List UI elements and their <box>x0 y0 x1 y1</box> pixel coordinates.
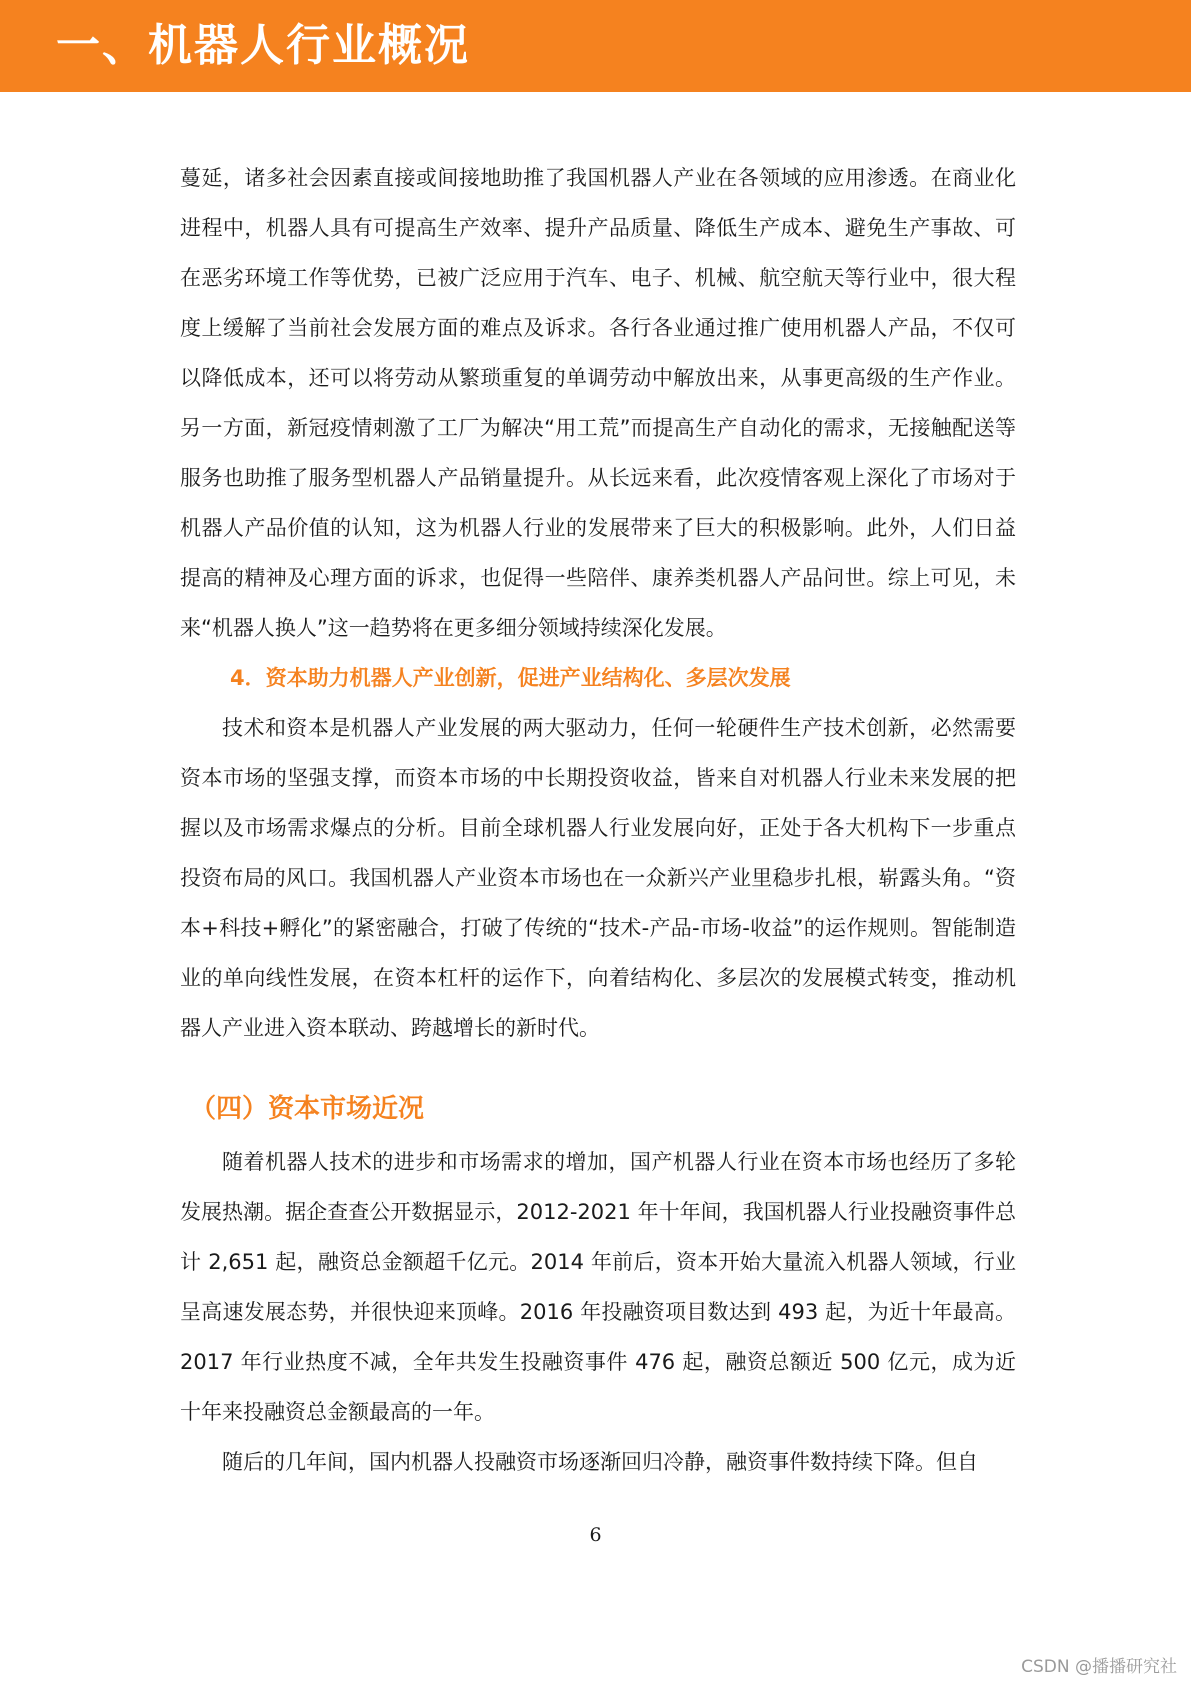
watermark: CSDN @播播研究社 <box>1021 1657 1177 1677</box>
header-bar <box>0 0 1191 92</box>
body-paragraph: 技术和资本是机器人产业发展的两大驱动力，任何一轮硬件生产技术创新，必然需要资本市场的坚强支撑，而资本市场的中长期投资收益，皆来自对机器人行业未来发展的把握以及市场需求爆点的分析。目前全球机器人行业发展向好，正处于各大机构下一步重点投资布局的风口。我国机器人产业资本市场也在一众新兴产业里稳步扎根，崭露头角。“资本+科技+孵化”的紧密融合，打破了传统的“技术-产品-市场-收益”的运作规则。智能制造业的单向线性发展，在资本杠杆的运作下，向着结构化、多层次的发展模式转变，推动机器人产业进入资本联动、跨越增长的新时代。 <box>180 716 1016 1040</box>
page-number: 6 <box>589 1524 602 1546</box>
subsection-heading: 4．资本助力机器人产业创新，促进产业结构化、多层次发展 <box>230 666 791 690</box>
page-title: 一、机器人行业概况 <box>56 20 470 71</box>
section-heading: （四）资本市场近况 <box>190 1094 425 1124</box>
body-paragraph: 蔓延，诸多社会因素直接或间接地助推了我国机器人产业在各领域的应用渗透。在商业化进程中，机器人具有可提高生产效率、提升产品质量、降低生产成本、避免生产事故、可在恶劣环境工作等优势，已被广泛应用于汽车、电子、机械、航空航天等行业中，很大程度上缓解了当前社会发展方面的难点及诉求。各行各业通过推广使用机器人产品，不仅可以降低成本，还可以将劳动从繁琐重复的单调劳动中解放出来，从事更高级的生产作业。另一方面，新冠疫情刺激了工厂为解决“用工荒”而提高生产自动化的需求，无接触配送等服务也助推了服务型机器人产品销量提升。从长远来看，此次疫情客观上深化了市场对于机器人产品价值的认知，这为机器人行业的发展带来了巨大的积极影响。此外，人们日益提高的精神及心理方面的诉求，也促得一些陪伴、康养类机器人产品问世。综上可见，未来“机器人换人”这一趋势将在更多细分领域持续深化发展。 <box>180 166 1016 640</box>
body-paragraph: 随后的几年间，国内机器人投融资市场逐渐回归冷静，融资事件数持续下降。但自 <box>222 1450 978 1474</box>
document-body <box>180 153 1016 1487</box>
body-paragraph: 随着机器人技术的进步和市场需求的增加，国产机器人行业在资本市场也经历了多轮发展热潮。据企查查公开数据显示，2012-2021 年十年间，我国机器人行业投融资事件总计 2,651 起，融资总金额超千亿元。2014 年前后，资本开始大量流入机器人领域，行业呈高速发展态势，并很快迎来顶峰。2016 年投融资项目数达到 493 起，为近十年最高。2017 年行业热度不减，全年共发生投融资事件 476 起，融资总额近 500 亿元，成为近十年来投融资总金额最高的一年。 <box>180 1150 1016 1424</box>
